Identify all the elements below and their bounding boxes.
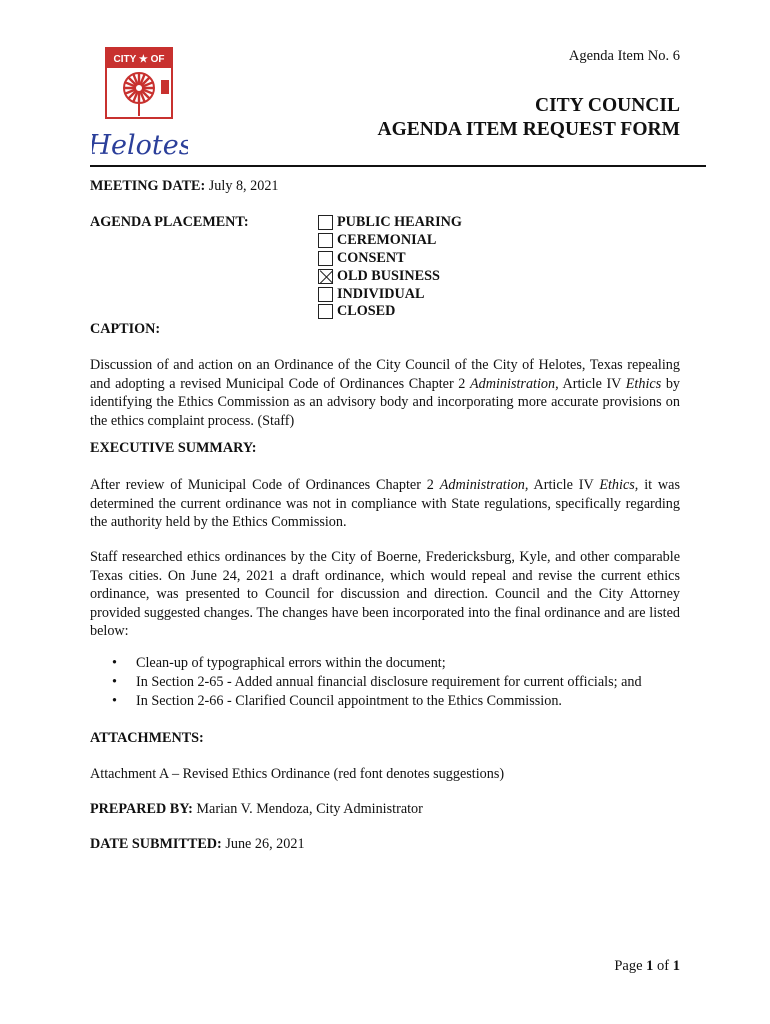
form-title — [378, 94, 680, 142]
checkbox[interactable] — [318, 287, 333, 302]
option-label: OLD BUSINESS — [337, 267, 440, 284]
agenda-placement-options — [318, 214, 462, 321]
list-item: • Clean-up of typographical errors within the document; — [112, 654, 642, 673]
logo-script-text: Helotes — [92, 130, 188, 161]
attachment-a: Attachment A – Revised Ethics Ordinance (red font denotes suggestions) — [90, 766, 505, 782]
title-line-2: AGENDA ITEM REQUEST FORM — [377, 119, 680, 140]
meeting-date-row — [90, 178, 279, 195]
checkbox[interactable] — [318, 251, 333, 266]
list-item: • In Section 2-66 - Clarified Council appointment to the Ethics Commission. — [112, 692, 642, 711]
prepared-by-label: PREPARED BY: — [90, 801, 193, 817]
prepared-by-value: Marian V. Mendoza, City Administrator — [196, 801, 423, 817]
summary-paragraph-2: Staff researched ethics ordinances by the City of Boerne, Fredericksburg, Kyle, and other comparable Texas cities. On June 24, 2021 a draft ordinance, which would repeal and revise the current ethics ordinance, was presented to Council for discussion and direction. Council and the City Attorney provided suggested changes. The changes have been incorporated into the final ordinance and are listed below: — [90, 549, 680, 640]
changes-list — [112, 654, 642, 712]
checkbox[interactable] — [318, 233, 333, 248]
caption-heading: CAPTION: — [90, 321, 161, 337]
list-item: • In Section 2-65 - Added annual financial disclosure requirement for current officials; and — [112, 673, 642, 692]
city-logo — [92, 44, 188, 162]
option-ceremonial[interactable] — [318, 232, 462, 250]
meeting-date-label: MEETING DATE: — [90, 178, 206, 194]
date-submitted-value: June 26, 2021 — [225, 836, 305, 852]
checkbox[interactable] — [318, 215, 333, 230]
page-number: Page 1 of 1 — [614, 958, 680, 974]
header-divider — [90, 165, 706, 167]
date-submitted-label: DATE SUBMITTED: — [90, 836, 222, 852]
executive-summary-heading: EXECUTIVE SUMMARY: — [90, 440, 257, 456]
helotes-logo-image — [92, 44, 188, 162]
option-label: PUBLIC HEARING — [337, 214, 462, 231]
option-label: INDIVIDUAL — [337, 285, 425, 302]
checkbox[interactable] — [318, 304, 333, 319]
option-public-hearing[interactable] — [318, 214, 462, 232]
title-line-1: CITY COUNCIL — [534, 95, 680, 116]
option-label: CONSENT — [337, 249, 406, 266]
caption-text: Discussion of and action on an Ordinance of the City Council of the City of Helotes, Texas repealing and adopting a revised Municipal Code of Ordinances Chapter 2 Administration, Article IV Ethics by identifying the Ethics Commission as an advisory body and incorporating more accurate provisions on the ethics complaint process. (Staff) — [90, 357, 681, 429]
agenda-placement-label: AGENDA PLACEMENT: — [90, 214, 249, 230]
attachments-heading: ATTACHMENTS: — [90, 730, 204, 746]
option-closed[interactable] — [318, 303, 462, 321]
logo-top-text: CITY ★ OF — [113, 54, 165, 65]
option-label: CEREMONIAL — [337, 232, 437, 249]
option-old-business[interactable] — [318, 267, 462, 285]
option-consent[interactable] — [318, 250, 462, 268]
date-submitted-row — [90, 836, 305, 853]
summary-paragraph-1: After review of Municipal Code of Ordinances Chapter 2 Administration, Article IV Ethics, it was determined the current ordinance was not in compliance with State regulations, specifically regarding the authority held by the Ethics Commission. — [90, 477, 681, 531]
checkbox-checked[interactable] — [318, 269, 333, 284]
prepared-by-row — [90, 801, 423, 818]
meeting-date-value: July 8, 2021 — [208, 178, 279, 194]
option-individual[interactable] — [318, 285, 462, 303]
option-label: CLOSED — [337, 303, 396, 320]
agenda-item-number: Agenda Item No. 6 — [568, 48, 680, 64]
